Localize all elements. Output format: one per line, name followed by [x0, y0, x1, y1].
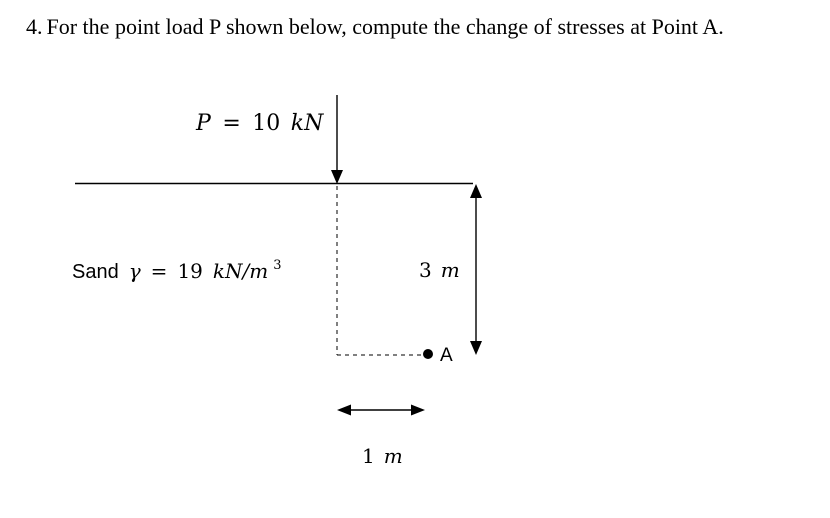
load-equals: = [222, 111, 241, 136]
soil-unit: kN/m [212, 259, 269, 283]
load-unit: kN [290, 111, 324, 136]
depth-dimension-arrow [470, 184, 482, 355]
horizontal-distance-value: 1 [362, 444, 375, 468]
soil-value: 19 [177, 259, 203, 283]
depth-label [419, 258, 460, 282]
soil-symbol: γ [128, 259, 141, 283]
load-label [195, 110, 324, 136]
horizontal-distance-label [362, 444, 403, 468]
horizontal-distance-unit: m [383, 444, 403, 468]
point-a-marker [423, 349, 433, 359]
load-symbol: P [196, 111, 211, 136]
question-body: For the point load P shown below, compute the change of stresses at Point A. [46, 14, 724, 39]
soil-unit-exponent: 3 [273, 258, 282, 273]
point-a-label: A [440, 345, 453, 366]
depth-value: 3 [419, 258, 432, 282]
soil-equals: = [150, 259, 168, 283]
horizontal-dimension-arrow [337, 405, 425, 416]
load-arrow [331, 95, 343, 184]
question-number: 4. [26, 14, 43, 39]
soil-label [72, 258, 282, 283]
depth-unit: m [440, 258, 460, 282]
soil-name: Sand [72, 261, 119, 283]
load-value: 10 [252, 111, 281, 136]
